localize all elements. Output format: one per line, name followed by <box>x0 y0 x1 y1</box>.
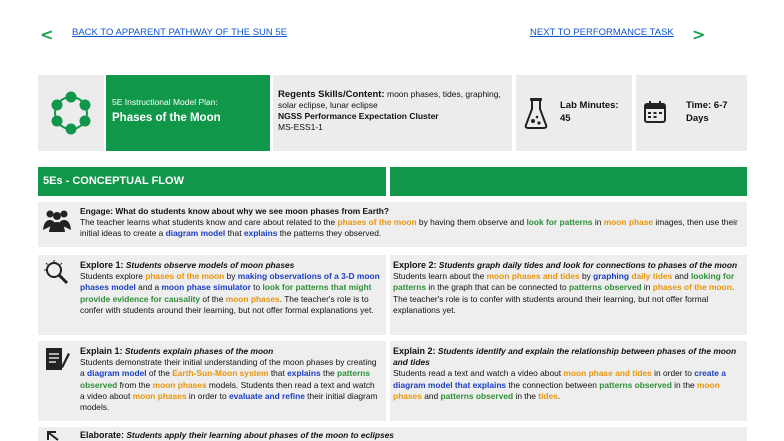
lab-label: Lab Minutes: <box>560 100 619 111</box>
explore-1-subtitle: Students observe models of moon phases <box>125 260 295 270</box>
explore-2-keyword-2: graphing <box>593 271 629 282</box>
explain-2-text-3: the connection between <box>506 379 600 390</box>
engage-question: What do students know about why we see moon phases from Earth? <box>115 206 389 216</box>
explore-1-keyword-3: moon phase simulator <box>161 282 251 293</box>
explore-1-keyword-4: look for patterns that might provide evidence for causality <box>80 282 372 304</box>
engage-keyword-3: moon phase <box>603 217 654 228</box>
explain-1-keyword-1: diagram model <box>87 368 147 379</box>
explore-2-text-7: . The teacher's role is to confer with students around their learning, but not offer formal explanations yet. <box>393 282 735 315</box>
elaborate-subtitle: Students apply their learning about phases of the moon to eclipses <box>126 430 394 440</box>
skills-box <box>273 75 512 151</box>
explore-1-keyword-1: phases of the moon <box>145 271 225 282</box>
magnifier-icon <box>42 259 70 287</box>
explore-1-text-1: Students explore <box>80 271 146 282</box>
next-arrow-icon[interactable]: > <box>692 25 706 44</box>
explain-1-text-1: Students demonstrate their initial understanding of the moon phases by creating a <box>80 357 377 379</box>
explain-2-text <box>393 346 745 402</box>
explain-1-keyword-6: moon phases <box>132 390 187 401</box>
expand-icon <box>46 430 68 441</box>
explore-2-text <box>393 260 745 316</box>
back-arrow-icon[interactable]: < <box>40 25 54 44</box>
explore-2-text-6: in <box>641 282 653 293</box>
elaborate-row <box>38 427 747 441</box>
explore-2-keyword-4: looking for patterns <box>393 271 735 293</box>
explain-1-subtitle: Students explain phases of the moon <box>124 346 274 356</box>
plan-title-box <box>106 75 270 151</box>
explain-1-cell <box>38 341 386 421</box>
skills-label: Regents Skills/Content: <box>278 89 385 100</box>
document-pen-icon <box>44 345 70 373</box>
explore-1-text-2: by <box>224 271 238 282</box>
engage-title: Engage: <box>80 206 114 216</box>
explore-2-subtitle: Students graph daily tides and look for connections to phases of the moon <box>438 260 738 270</box>
engage-keyword-4: diagram model <box>165 228 226 239</box>
explore-2-cell <box>390 255 747 335</box>
engage-text-5: that <box>225 228 244 239</box>
next-link[interactable]: NEXT TO PERFORMANCE TASK <box>530 27 674 38</box>
explore-2-keyword-6: phases of the moon <box>652 282 732 293</box>
cycle-icon <box>46 88 96 138</box>
explore-1-keyword-5: moon phases <box>225 293 280 304</box>
explore-2-text-5: in the graph that can be connected to <box>426 282 569 293</box>
explain-2-text-6: in the <box>513 390 539 401</box>
engage-text <box>80 206 744 240</box>
explore-2-keyword-1: moon phases and tides <box>486 271 580 282</box>
explain-1-text-5: from the <box>117 379 153 390</box>
engage-keyword-2: look for patterns <box>526 217 593 228</box>
time-box <box>636 75 747 151</box>
explain-1-text-7: in order to <box>186 390 229 401</box>
elaborate-title: Elaborate: <box>80 430 125 440</box>
explain-1-text-4: the <box>320 368 337 379</box>
conceptual-flow-banner <box>38 167 386 196</box>
engage-row <box>38 202 747 247</box>
calendar-icon <box>643 100 667 124</box>
explain-2-keyword-1: moon phase and tides <box>563 368 652 379</box>
explain-2-keyword-6: tides <box>538 390 558 401</box>
explain-1-keyword-4: patterns observed <box>80 368 371 390</box>
explore-2-text-1: Students learn about the <box>393 271 487 282</box>
explore-2-keyword-5: patterns observed <box>569 282 642 293</box>
explore-1-text-3: and a <box>135 282 162 293</box>
explore-1-title: Explore 1: <box>80 260 124 270</box>
explain-2-keyword-4: moon phases <box>393 379 720 401</box>
group-icon <box>42 208 72 232</box>
lab-minutes-box <box>516 75 632 151</box>
explain-2-text-7: . <box>557 390 561 401</box>
time-value: Days <box>686 113 709 124</box>
flask-icon <box>524 97 548 129</box>
banner-right <box>390 167 747 196</box>
ngss-label: NGSS Performance Expectation Cluster <box>278 111 439 121</box>
explain-2-keyword-3: patterns observed <box>599 379 672 390</box>
explain-2-title: Explain 2: <box>393 346 436 356</box>
explain-2-text-1: Students read a text and watch a video about <box>393 368 564 379</box>
explain-2-text-4: in the <box>671 379 697 390</box>
engage-text-2: by having them observe and <box>416 217 527 228</box>
explain-2-subtitle: Students identify and explain the relationship between phases of the moon and tides <box>393 346 737 368</box>
engage-keyword-5: explains <box>243 228 278 239</box>
explain-2-cell <box>390 341 747 421</box>
skills-text: moon phases, tides, graphing, solar eclipse, lunar eclipse <box>278 89 501 110</box>
explain-2-keyword-5: patterns observed <box>440 390 514 401</box>
engage-text-4: images, then use their initial ideas to create a <box>80 217 738 239</box>
explore-2-text-2: by <box>579 271 594 282</box>
plan-label: 5E Instructional Model Plan: <box>112 97 218 107</box>
explain-2-text-2: in order to <box>651 368 695 379</box>
elaborate-text <box>80 430 740 441</box>
plan-title: Phases of the Moon <box>112 112 221 124</box>
time-label: Time: 6-7 <box>686 100 728 111</box>
lab-value: 45 <box>560 113 571 124</box>
engage-text-3: in <box>592 217 604 228</box>
explore-1-cell <box>38 255 386 335</box>
explain-1-text-3: that <box>268 368 288 379</box>
explain-1-text-2: of the <box>146 368 173 379</box>
explain-1-keyword-7: evaluate and refine <box>228 390 305 401</box>
explore-2-keyword-3: daily tides <box>631 271 673 282</box>
explore-1-text-5: of the <box>200 293 226 304</box>
explore-1-text-6: . The teacher's role is to confer with students around their learning, but not offer formal explanations yet. <box>80 293 374 315</box>
banner-title: 5Es - CONCEPTUAL FLOW <box>43 175 184 187</box>
explain-1-text-6: models. Students then read a text and watch a video about <box>80 379 375 401</box>
cycle-icon-box <box>38 75 104 151</box>
explain-1-text-8: their initial diagram models. <box>80 390 378 413</box>
engage-text-6: the patterns they observed. <box>277 228 382 239</box>
explain-2-text-5: and <box>421 390 441 401</box>
explain-1-title: Explain 1: <box>80 346 123 356</box>
explain-1-text <box>80 346 380 413</box>
explore-1-text-4: to <box>250 282 263 293</box>
explain-1-keyword-5: moon phases <box>152 379 207 390</box>
explain-1-keyword-3: explains <box>287 368 321 379</box>
explore-1-keyword-2: making observations of a 3-D moon phases model <box>80 271 380 293</box>
explain-2-keyword-2: create a diagram model that explains <box>393 368 726 390</box>
explain-1-keyword-2: Earth-Sun-Moon system <box>172 368 269 379</box>
engage-keyword-1: phases of the moon <box>337 217 417 228</box>
explore-1-text <box>80 260 380 316</box>
engage-text-1: The teacher learns what students know and care about related to the <box>80 217 338 228</box>
explore-2-title: Explore 2: <box>393 260 437 270</box>
explore-2-text-4: and <box>672 271 691 282</box>
back-link[interactable]: BACK TO APPARENT PATHWAY OF THE SUN 5E <box>72 27 288 38</box>
ngss-code: MS-ESS1-1 <box>278 122 323 132</box>
